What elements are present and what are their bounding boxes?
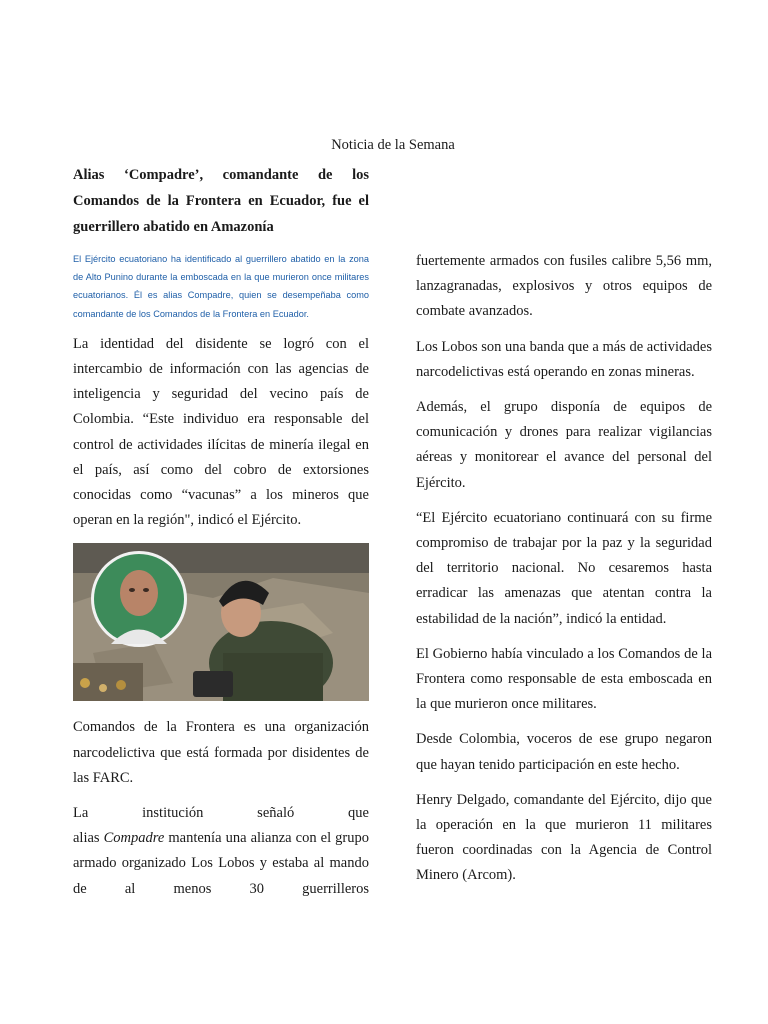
article-paragraph: El Gobierno había vinculado a los Comandos de la Frontera como responsable de esta emboscada en la que murieron once militares. [416, 645, 712, 713]
left-column [73, 162, 369, 902]
article-photo [73, 543, 369, 701]
article-headline: Alias ‘Compadre’, comandante de los Comandos de la Frontera en Ecuador, fue el guerrillero abatido en Amazonía [73, 167, 369, 235]
article-paragraph-spread [73, 801, 369, 902]
text-run: alias [73, 830, 104, 847]
page-header-label: Noticia de la Semana [331, 137, 455, 153]
article-paragraph: Además, el grupo disponía de equipos de comunicación y drones para realizar vigilancias aéreas y monitorear el avance del personal del Ejército. [416, 399, 712, 491]
article-paragraph: “El Ejército ecuatoriano continuará con su firme compromiso de trabajar por la paz y la seguridad del territorio nacional. No cesaremos hasta erradicar las amenazas que atentan contra la estabilidad de la nación”, indicó la entidad. [416, 509, 712, 627]
right-column [416, 249, 712, 899]
article-paragraph: Henry Delgado, comandante del Ejército, dijo que la operación en la que murieron 11 militares fueron coordinadas con la Agencia de Control Minero (Arcom). [416, 791, 712, 884]
photo-illustration [73, 543, 369, 701]
article-paragraph: Desde Colombia, voceros de ese grupo negaron que hayan tenido participación en este hecho. [416, 731, 712, 773]
article-lead: El Ejército ecuatoriano ha identificado al guerrillero abatido en la zona de Alto Punino durante la emboscada en la que murieron once militares ecuatorianos. Él es alias Compadre, quien se desempeñaba como comandante de los Comandos de la Frontera en Ecuador. [73, 254, 369, 319]
article-paragraph: Los Lobos son una banda que a más de actividades narcodelictivas está operando en zonas mineras. [416, 338, 712, 380]
article-paragraph: La identidad del disidente se logró con el intercambio de información con las agencias de inteligencia y seguridad del vecino país de Colombia. “Este individuo era responsable del control de actividades ilícitas de minería ilegal en el país, así como del cobro de extorsiones conocidas como “vacunas” a los mineros que operan en la región", indicó el Ejército. [73, 335, 369, 529]
text-run: mantenía una alianza con el grupo armado organizado Los Lobos y estaba al mando de al menos 30 guerrilleros [73, 830, 370, 897]
alias-name: Compadre [103, 830, 165, 847]
spread-first-line: La institución señaló que [73, 805, 369, 822]
article-paragraph-rest [73, 826, 369, 902]
article-paragraph: fuertemente armados con fusiles calibre 5,56 mm, lanzagranadas, explosivos y otros equipos de combate avanzados. [416, 253, 712, 320]
article-paragraph: Comandos de la Frontera es una organización narcodelictiva que está formada por disidentes de las FARC. [73, 719, 369, 786]
